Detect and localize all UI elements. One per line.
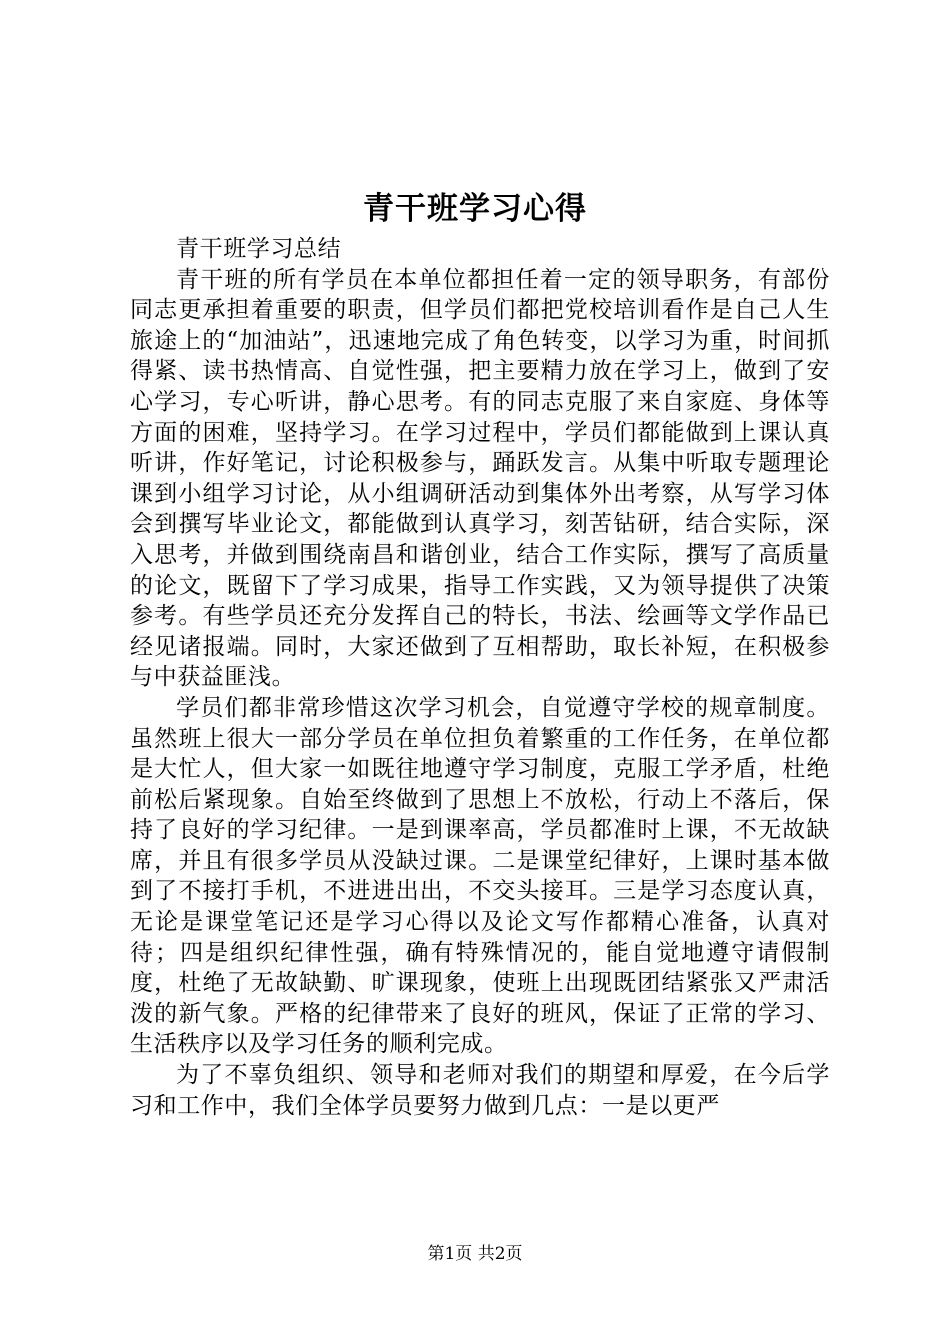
document-subtitle: 青干班学习总结 (176, 236, 342, 262)
document-body (130, 234, 830, 1121)
page-footer: 第1页 共2页 (427, 1244, 523, 1264)
document-title: 青干班学习心得 (363, 191, 587, 227)
paragraph-1: 青干班的所有学员在本单位都担任着一定的领导职务，有部份同志更承担着重要的职责，但学员们都把党校培训看作是自己人生旅途上的“加油站”，迅速地完成了角色转变，以学习为重，时间抓得紧、读书热情高、自觉性强，把主要精力放在学习上，做到了安心学习，专心听讲，静心思考。有的同志克服了来自家庭、身体等方面的困难，坚持学习。在学习过程中，学员们都能做到上课认真听讲，作好笔记，讨论积极参与，踊跃发言。从集中听取专题理论课到小组学习讨论，从小组调研活动到集体外出考察，从写学习体会到撰写毕业论文，都能做到认真学习，刻苦钻研，结合实际，深入思考，并做到围绕南昌和谐创业，结合工作实际，撰写了高质量的论文，既留下了学习成果，指导工作实践，又为领导提供了决策参考。有些学员还充分发挥自己的特长，书法、绘画等文学作品已经见诸报端。同时，大家还做到了互相帮助，取长补短，在积极参与中获益匪浅。 (130, 266, 830, 691)
paragraph-2: 学员们都非常珍惜这次学习机会，自觉遵守学校的规章制度。虽然班上很大一部分学员在单位担负着繁重的工作任务，在单位都是大忙人，但大家一如既往地遵守学习制度，克服工学矛盾，杜绝前松后紧现象。自始至终做到了思想上不放松，行动上不落后，保持了良好的学习纪律。一是到课率高，学员都准时上课，不无故缺席，并且有很多学员从没缺过课。二是课堂纪律好，上课时基本做到了不接打手机，不进进出出，不交头接耳。三是学习态度认真，无论是课堂笔记还是学习心得以及论文写作都精心准备，认真对待；四是组织纪律性强，确有特殊情况的，能自觉地遵守请假制度，杜绝了无故缺勤、旷课现象，使班上出现既团结紧张又严肃活泼的新气象。严格的纪律带来了良好的班风，保证了正常的学习、生活秩序以及学习任务的顺利完成。 (130, 694, 830, 1058)
paragraph-3: 为了不辜负组织、领导和老师对我们的期望和厚爱，在今后学习和工作中，我们全体学员要努力做到几点：一是以更严 (130, 1062, 830, 1119)
